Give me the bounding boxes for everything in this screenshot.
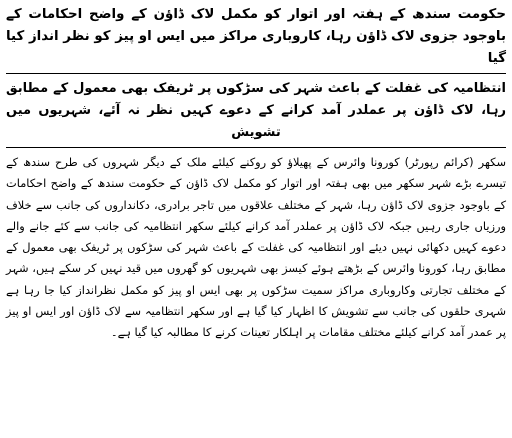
headline: حکومت سندھ کے ہفتہ اور اتوار کو مکمل لاک ڈاؤن کے واضح احکامات کے باوجود جزوی لاک ڈاؤن رہا، کاروباری مراکز میں ایس او پیز کو نظر انداز کیا گیا [6, 7, 506, 66]
subheadline: انتظامیہ کی غفلت کے باعث شہر کی سڑکوں پر ٹریفک بھی معمول کے مطابق رہا، لاک ڈاؤن پر عملدر آمد کرانے کے دعوے کہیں نظر نہ آئے، شہریوں میں تشویش [6, 81, 506, 140]
divider-top [6, 73, 506, 74]
divider-bottom [6, 147, 506, 148]
article-body: سکھر (کرائم رپورٹر) کورونا وائرس کے پھیلاؤ کو روکنے کیلئے ملک کے دیگر شہروں کی طرح سندھ کے تیسرے بڑے شہر سکھر میں بھی ہفتہ اور اتوار کو مکمل لاک ڈاؤن کے حکومت سندھ کے واضح احکامات کے باوجود جزوی لاک ڈاؤن رہا، شہر کے مختلف علاقوں میں تاجر برادری، دکانداروں کی جانب سے خلاف ورزیاں جاری رہیں جبکہ لاک ڈاؤن پر عملدر آمد کرانے کیلئے سکھر انتظامیہ کی جانب سے کئے جانے والے دعوے کہیں دکھائی نہیں دیئے اور انتظامیہ کی غفلت کے باعث شہر کی سڑکوں پر ٹریفک بھی معمول کے مطابق رہا، کورونا وائرس کے بڑھتے ہوئے کیسز بھی شہریوں کو گھروں میں قید نہیں کر سکے ہیں، شہر کے مختلف تجارتی وکاروباری مراکز سمیت سڑکوں پر بھی ایس او پیز کو مکمل نظرانداز کیا جا رہا ہے شہری حلقوں کی جانب سے تشویش کا اظہار کیا گیا ہے اور سکھر انتظامیہ سے لاک ڈاؤن اور ایس او پیز پر عمدر آمد کرانے کیلئے مختلف مقامات پر اہلکار تعینات کرنے کا مطالبہ کیا گیا ہے۔ [6, 155, 506, 340]
